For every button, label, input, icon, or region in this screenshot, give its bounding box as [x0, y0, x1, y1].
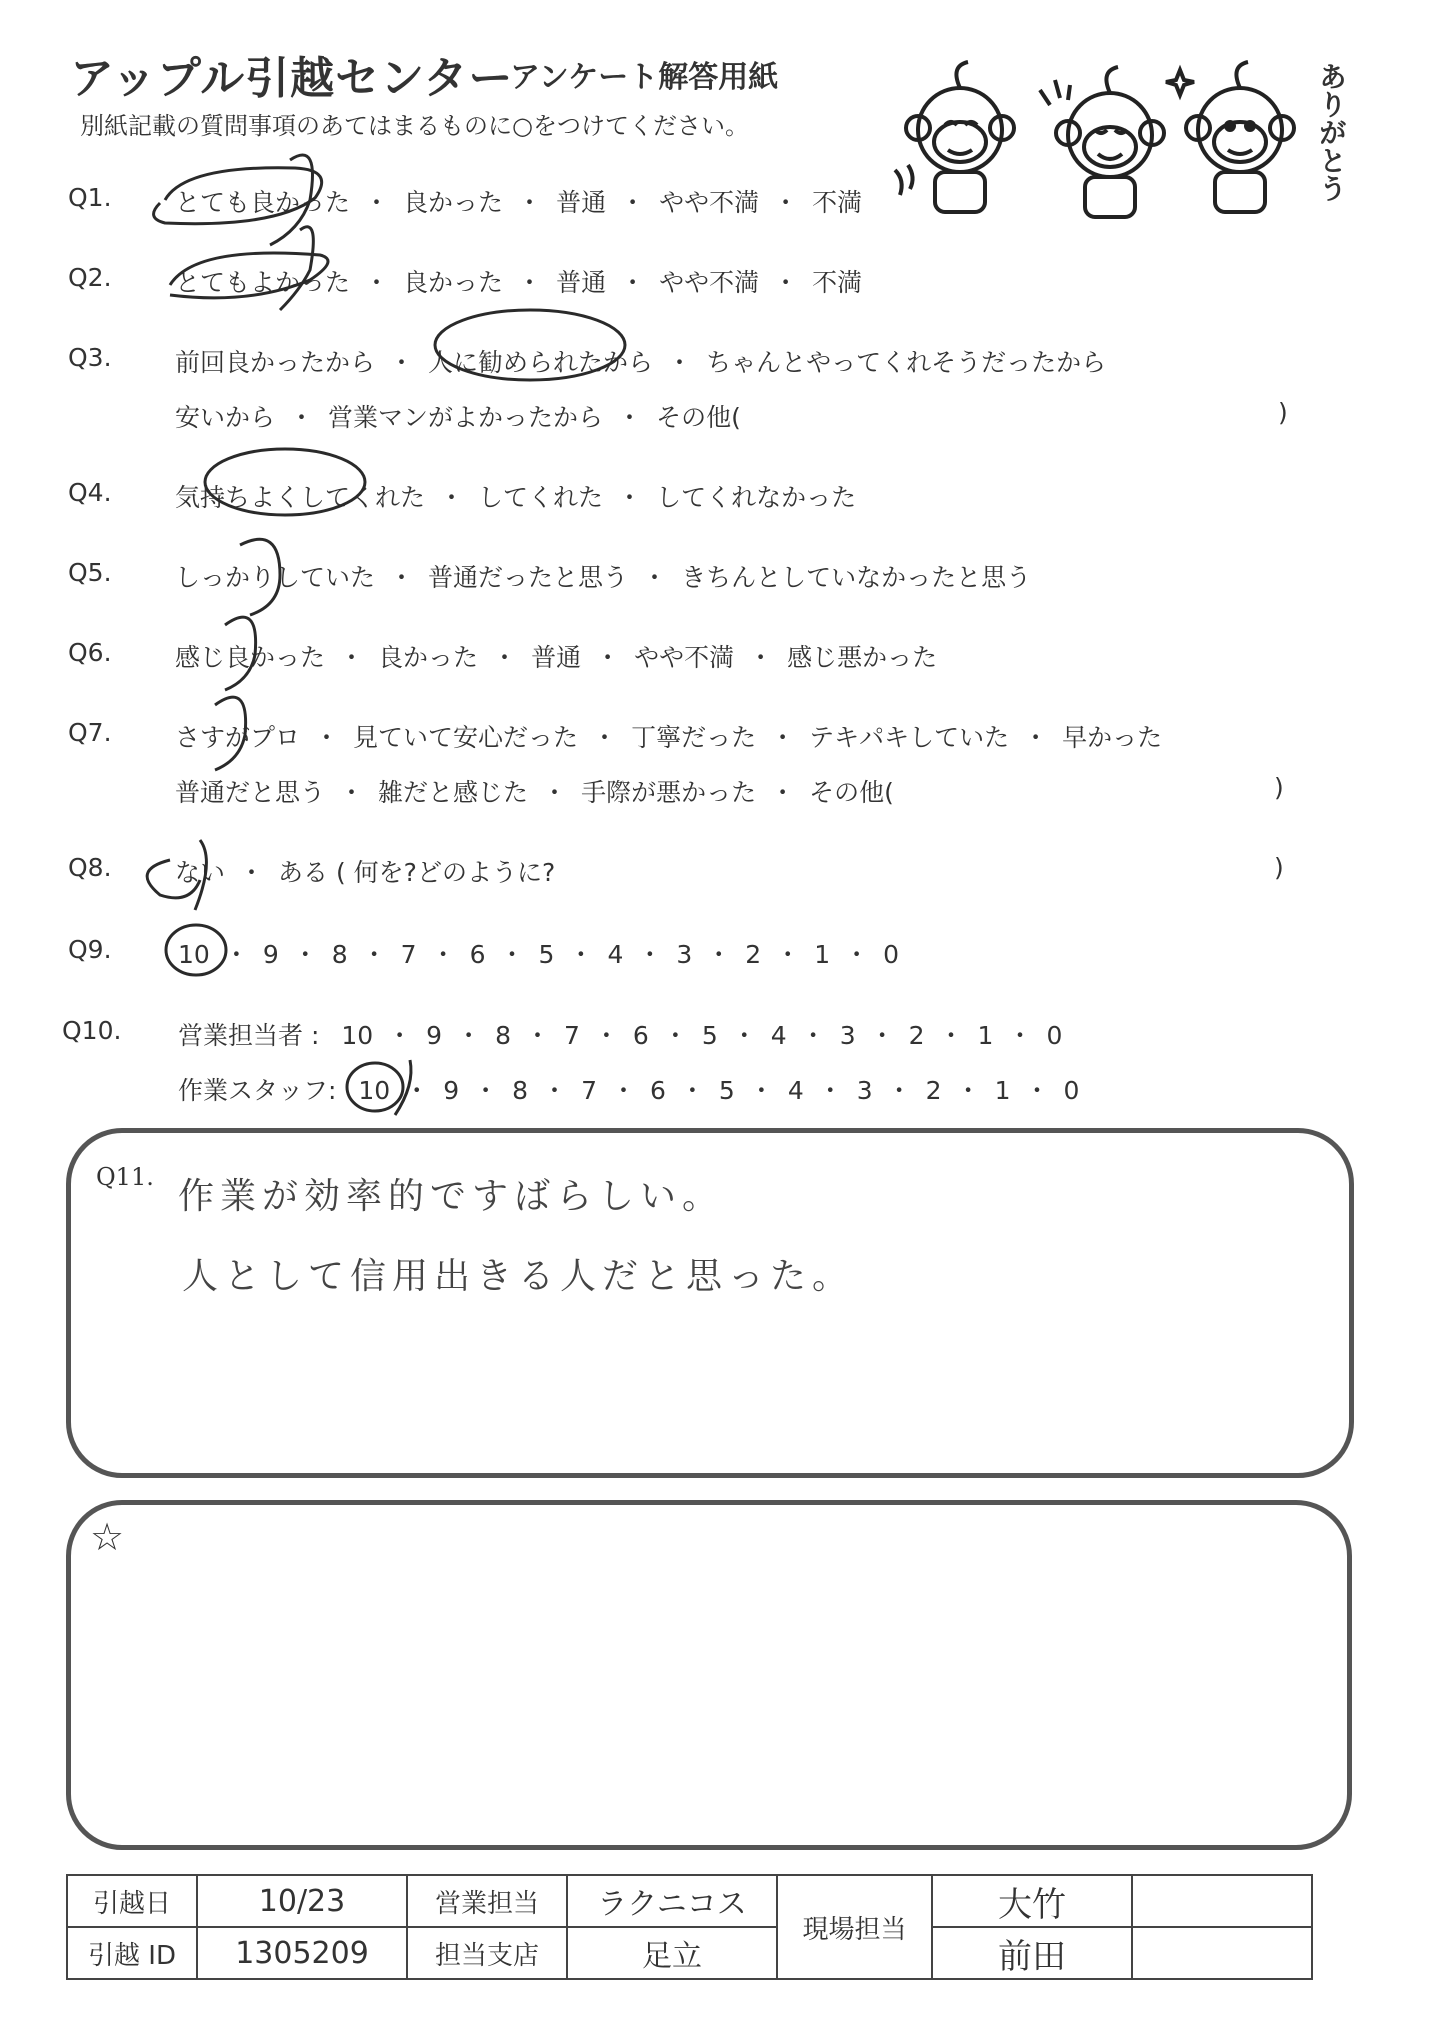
option[interactable]: 営業マンがよかったから — [328, 403, 604, 432]
option[interactable]: 早かった — [1062, 723, 1163, 752]
move-id-value[interactable]: 1305209 — [197, 1927, 407, 1979]
q9-circle-mark — [166, 925, 226, 975]
option[interactable]: ない — [175, 858, 226, 887]
option[interactable]: 不満 — [812, 268, 863, 297]
q6-options: 感じ良かった ・ 良かった ・ 普通 ・ やや不満 ・ 感じ悪かった — [175, 643, 938, 672]
option[interactable]: 気持ちよくしてくれた — [175, 483, 426, 512]
option[interactable]: 丁寧だった — [631, 723, 757, 752]
thanks-text: ありがとう — [1315, 62, 1348, 202]
option[interactable]: 安いから — [175, 403, 276, 432]
q1-options: とても良かった ・ 良かった ・ 普通 ・ やや不満 ・ 不満 — [175, 188, 863, 217]
branch-value[interactable]: 足立 — [567, 1927, 777, 1979]
q7-options-line2: 普通だと思う ・ 雑だと感じた ・ 手際が悪かった ・ その他( — [175, 778, 894, 807]
star-icon: ☆ — [90, 1515, 125, 1559]
sales-value[interactable]: ラクニコス — [567, 1875, 777, 1927]
q5-options: しっかりしていた ・ 普通だったと思う ・ きちんとしていなかったと思う — [175, 563, 1032, 592]
scale-option[interactable]: 9 — [426, 1021, 443, 1050]
option[interactable]: 感じ悪かった — [787, 643, 938, 672]
option[interactable]: 人に勧められたから — [428, 348, 654, 377]
option[interactable]: きちんとしていなかったと思う — [681, 563, 1032, 592]
q6-check-mark — [225, 617, 256, 690]
option[interactable]: さすがプロ — [175, 723, 301, 752]
question-number: Q7. — [68, 718, 112, 747]
question-number: Q9. — [68, 935, 112, 964]
option[interactable]: やや不満 — [634, 643, 735, 672]
scale-option[interactable]: 5 — [701, 1021, 718, 1050]
option[interactable]: 良かった — [378, 643, 479, 672]
branch-label: 担当支店 — [407, 1927, 567, 1979]
option[interactable]: やや不満 — [659, 268, 760, 297]
option[interactable]: とても良かった — [175, 188, 351, 217]
option[interactable]: 感じ良かった — [175, 643, 326, 672]
q2-circle-mark — [170, 253, 328, 298]
move-date-value[interactable]: 10/23 — [197, 1875, 407, 1927]
scale-option[interactable]: 1 — [977, 1021, 994, 1050]
option[interactable]: その他( — [809, 778, 894, 807]
q10-staff-circle-mark — [347, 1063, 403, 1111]
scale-option[interactable]: 4 — [787, 1076, 804, 1105]
question-number: Q1. — [68, 183, 112, 212]
question-number: Q11. — [96, 1163, 154, 1191]
site-label: 現場担当 — [777, 1875, 932, 1979]
option[interactable]: やや不満 — [659, 188, 760, 217]
option[interactable]: ちゃんとやってくれそうだったから — [706, 348, 1107, 377]
question-number: Q6. — [68, 638, 112, 667]
scale-option[interactable]: 1 — [814, 940, 831, 969]
q10-staff-row: 作業スタッフ: 10 ・ 9 ・ 8 ・ 7 ・ 6 ・ 5 ・ 4 ・ 3 ・ 2 ・ 1 ・ 0 — [178, 1076, 1080, 1105]
question-number: Q4. — [68, 478, 112, 507]
sales-label: 営業担当 — [407, 1875, 567, 1927]
scale-option[interactable]: 7 — [581, 1076, 597, 1105]
scale-option[interactable]: 7 — [400, 940, 417, 969]
question-number: Q5. — [68, 558, 112, 587]
scale-option[interactable]: 8 — [512, 1076, 529, 1105]
q10-sales-row: 営業担当者 : 10 ・ 9 ・ 8 ・ 7 ・ 6 ・ 5 ・ 4 ・ 3 ・ 2 ・ 1 ・ 0 — [178, 1021, 1063, 1050]
q11-answer-line: 人として信用出きる人だと思った。 — [182, 1256, 855, 1297]
scale-option[interactable]: 6 — [649, 1076, 666, 1105]
option[interactable]: 普通だと思う — [175, 778, 326, 807]
option[interactable]: テキパキしていた — [809, 723, 1010, 752]
scale-option[interactable]: 9 — [262, 940, 279, 969]
scale-option[interactable]: 8 — [331, 940, 348, 969]
scale-option[interactable]: 5 — [538, 940, 555, 969]
question-number: Q8. — [68, 853, 112, 882]
company-name: アップル引越センター — [70, 53, 514, 104]
scale-option[interactable]: 10 — [358, 1076, 391, 1105]
question-number: Q3. — [68, 343, 112, 372]
close-paren: ) — [1274, 773, 1284, 802]
site-value-2[interactable]: 前田 — [932, 1927, 1132, 1979]
close-paren: ) — [1278, 398, 1288, 427]
q4-circle-mark — [205, 449, 365, 515]
q7-options-line1: さすがプロ ・ 見ていて安心だった ・ 丁寧だった ・ テキパキしていた ・ 早かった — [175, 723, 1163, 752]
form-title: アンケート解答用紙 — [510, 60, 779, 95]
scale-option[interactable]: 6 — [469, 940, 486, 969]
q5-check-mark — [240, 539, 280, 615]
q2-options: とてもよかった ・ 良かった ・ 普通 ・ やや不満 ・ 不満 — [175, 268, 863, 297]
option[interactable]: その他( — [656, 403, 741, 432]
option[interactable]: 手際が悪かった — [581, 778, 757, 807]
instruction-text: 別紙記載の質問事項のあてはまるものに○をつけてください。 — [80, 112, 749, 140]
option[interactable]: 不満 — [812, 188, 863, 217]
option[interactable]: とてもよかった — [175, 268, 351, 297]
option[interactable]: 前回良かったから — [175, 348, 376, 377]
scale-option[interactable]: 0 — [1063, 1076, 1080, 1105]
option[interactable]: 普通 — [531, 643, 582, 672]
scale-option[interactable]: 0 — [883, 940, 900, 969]
scale-option[interactable]: 9 — [443, 1076, 460, 1105]
scale-option[interactable]: 3 — [676, 940, 693, 969]
q7-check-mark — [215, 697, 246, 770]
scale-option[interactable]: 4 — [770, 1021, 787, 1050]
scale-option[interactable]: 6 — [632, 1021, 649, 1050]
q11-answer-line: 作業が効率的ですばらしい。 — [178, 1176, 725, 1217]
scale-option[interactable]: 10 — [341, 1021, 374, 1050]
q9-scale: 10 ・ 9 ・ 8 ・ 7 ・ 6 ・ 5 ・ 4 ・ 3 ・ 2 ・ 1 ・ 0 — [178, 940, 900, 969]
option[interactable]: 普通だったと思う — [428, 563, 629, 592]
option[interactable]: してくれなかった — [656, 483, 857, 512]
q8-check-mark — [195, 840, 206, 910]
scale-option[interactable]: 3 — [856, 1076, 873, 1105]
option[interactable]: ある ( 何を?どのように? — [278, 858, 556, 887]
row-label: 営業担当者 : — [178, 1021, 320, 1050]
q8-options: ない ・ ある ( 何を?どのように? — [175, 858, 556, 887]
q3-circle-mark — [435, 310, 625, 380]
scale-option[interactable]: 0 — [1046, 1021, 1063, 1050]
scale-option[interactable]: 8 — [495, 1021, 511, 1050]
scale-option[interactable]: 3 — [839, 1021, 856, 1050]
question-number: Q10. — [62, 1016, 122, 1045]
option[interactable]: してくれた — [478, 483, 604, 512]
scale-option[interactable]: 10 — [178, 940, 210, 969]
row-label: 作業スタッフ: — [178, 1076, 337, 1105]
close-paren: ) — [1274, 853, 1284, 882]
option[interactable]: しっかりしていた — [175, 563, 376, 592]
q1-circle-mark — [154, 168, 322, 224]
scale-option[interactable]: 2 — [745, 940, 762, 969]
option[interactable]: 良かった — [403, 188, 504, 217]
scale-option[interactable]: 2 — [908, 1021, 925, 1050]
question-number: Q2. — [68, 263, 112, 292]
scale-option[interactable]: 4 — [607, 940, 624, 969]
q3-options-line2: 安いから ・ 営業マンがよかったから ・ その他( — [175, 403, 741, 432]
option[interactable]: 普通 — [556, 188, 607, 217]
option[interactable]: 見ていて安心だった — [353, 723, 579, 752]
option[interactable]: 良かった — [403, 268, 504, 297]
move-id-label: 引越 ID — [67, 1927, 197, 1979]
q4-options: 気持ちよくしてくれた ・ してくれた ・ してくれなかった — [175, 483, 857, 512]
q8-circle-mark — [147, 860, 200, 898]
site-value-1[interactable]: 大竹 — [932, 1875, 1132, 1927]
option[interactable]: 普通 — [556, 268, 607, 297]
scale-option[interactable]: 2 — [925, 1076, 942, 1105]
move-date-label: 引越日 — [67, 1875, 197, 1927]
scale-option[interactable]: 5 — [718, 1076, 735, 1105]
option[interactable]: 雑だと感じた — [378, 778, 529, 807]
scale-option[interactable]: 1 — [994, 1076, 1011, 1105]
q3-options-line1: 前回良かったから ・ 人に勧められたから ・ ちゃんとやってくれそうだったから — [175, 348, 1107, 377]
scale-option[interactable]: 7 — [564, 1021, 580, 1050]
q2-check-mark — [280, 227, 313, 310]
